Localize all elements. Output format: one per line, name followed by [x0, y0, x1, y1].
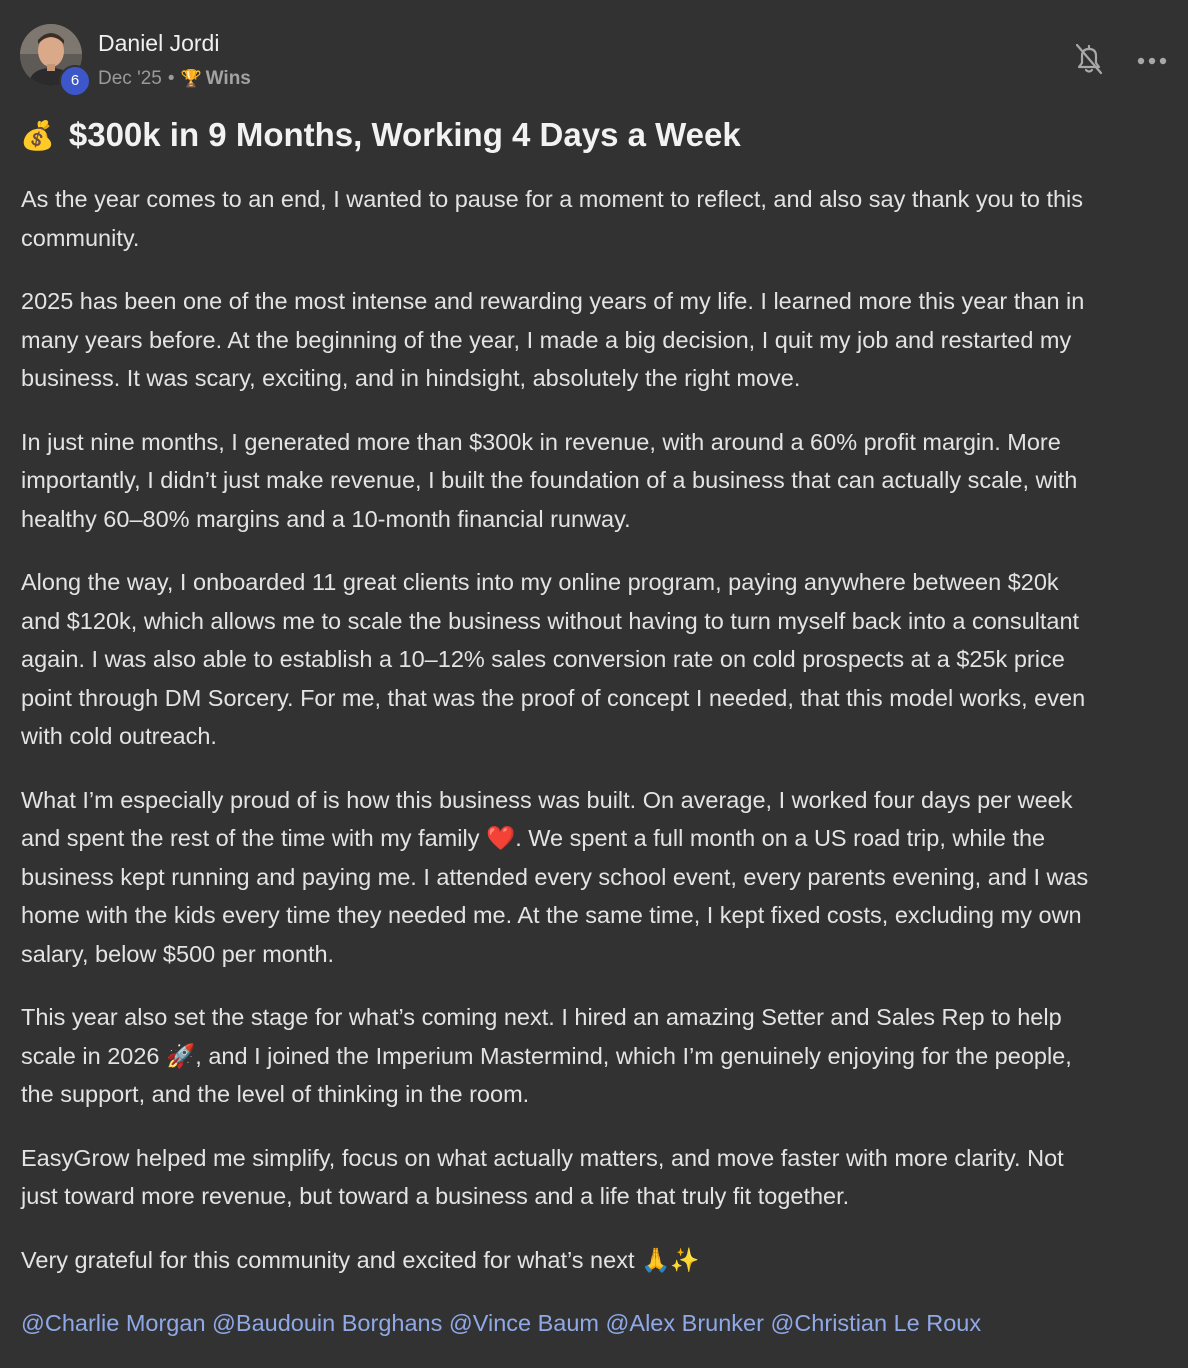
paragraph-4: [21, 563, 1183, 756]
mentions-line: [21, 1304, 1183, 1343]
paragraph-line: the support, and the level of thinking in the room.: [21, 1081, 530, 1107]
paragraph-line: business. It was scary, exciting, and in hindsight, absolutely the right move.: [21, 365, 801, 391]
trophy-icon: 🏆: [180, 69, 202, 88]
paragraph-3: [21, 423, 1183, 539]
paragraph-line: 2025 has been one of the most intense and rewarding years of my life. I learned more this year than in: [21, 288, 1085, 314]
paragraph-line: Very grateful for this community and excited for what’s next 🙏✨: [21, 1246, 700, 1273]
post-date[interactable]: Dec '25: [98, 68, 162, 89]
paragraph-line: scale in 2026 🚀, and I joined the Imperium Mastermind, which I’m genuinely enjoying for the people,: [21, 1042, 1072, 1069]
post-title-text: $300k in 9 Months, Working 4 Days a Week: [68, 116, 741, 153]
category-label[interactable]: Wins: [205, 68, 251, 89]
paragraph-line: What I’m especially proud of is how this business was built. On average, I worked four days per week: [21, 786, 1073, 813]
paragraph-7: [21, 1139, 1183, 1216]
paragraph-5: [21, 781, 1183, 974]
post-meta: [98, 68, 251, 90]
paragraph-line: again. I was also able to establish a 10–12% sales conversion rate on cold prospects at a $25k price: [21, 646, 1065, 672]
paragraph-6: [21, 998, 1183, 1114]
meta-separator: •: [167, 68, 175, 89]
more-horizontal-icon[interactable]: [1136, 54, 1168, 66]
paragraph-line: point through DM Sorcery. For me, that was the proof of concept I needed, that this model works, even: [21, 684, 1086, 711]
paragraph-line: home with the kids every time they needed me. At the same time, I kept fixed costs, excluding my own: [21, 902, 1082, 928]
paragraph-line: community.: [21, 224, 140, 251]
paragraph-line: As the year comes to an end, I wanted to pause for a moment to reflect, and also say thank you to this: [21, 186, 1084, 212]
paragraph-line: and spent the rest of the time with my family ❤️. We spent a full month on a US road trip, while the: [21, 825, 1046, 851]
paragraph-line: many years before. At the beginning of the year, I made a big decision, I quit my job and restarted my: [21, 326, 1072, 353]
author-name[interactable]: Daniel Jordi: [98, 30, 220, 56]
paragraph-line: EasyGrow helped me simplify, focus on what actually matters, and move faster with more clarity. Not: [21, 1144, 1064, 1171]
mention-alex-brunker[interactable]: @Alex Brunker: [605, 1310, 764, 1336]
paragraph-line: salary, below $500 per month.: [21, 940, 335, 967]
bell-off-icon[interactable]: [1074, 42, 1104, 76]
paragraph-line: importantly, I didn’t just make revenue, I built the foundation of a business that can actually scale, with: [21, 467, 1078, 493]
paragraph-line: This year also set the stage for what’s coming next. I hired an amazing Setter and Sales Rep to help: [21, 1004, 1062, 1030]
paragraph-line: Along the way, I onboarded 11 great clients into my online program, paying anywhere between $20k: [21, 569, 1059, 595]
mention-christian-le-roux[interactable]: @Christian Le Roux: [770, 1310, 982, 1336]
paragraph-1: [21, 180, 1183, 257]
paragraph-8: [21, 1241, 1183, 1280]
paragraph-line: business kept running and paying me. I attended every school event, every parents evening, and I was: [21, 863, 1089, 890]
paragraph-line: just toward more revenue, but toward a business and a life that truly fit together.: [21, 1183, 850, 1209]
mention-charlie-morgan[interactable]: @Charlie Morgan: [21, 1310, 206, 1336]
paragraph-line: with cold outreach.: [21, 723, 217, 749]
paragraph-line: and $120k, which allows me to scale the business without having to turn myself back into a consultant: [21, 607, 1080, 634]
post-title: [20, 116, 1170, 154]
mention-baudouin-borghans[interactable]: @Baudouin Borghans: [212, 1310, 443, 1336]
paragraph-2: [21, 282, 1183, 398]
mention-vince-baum[interactable]: @Vince Baum: [448, 1310, 600, 1336]
avatar[interactable]: [20, 24, 84, 88]
money-bag-icon: 💰: [20, 119, 55, 151]
post-header: [20, 24, 1170, 94]
paragraph-line: In just nine months, I generated more than $300k in revenue, with around a 60% profit margin. More: [21, 428, 1061, 455]
level-badge: 6: [59, 65, 91, 97]
paragraph-line: healthy 60–80% margins and a 10-month financial runway.: [21, 505, 631, 532]
post-body: [21, 180, 1183, 1368]
